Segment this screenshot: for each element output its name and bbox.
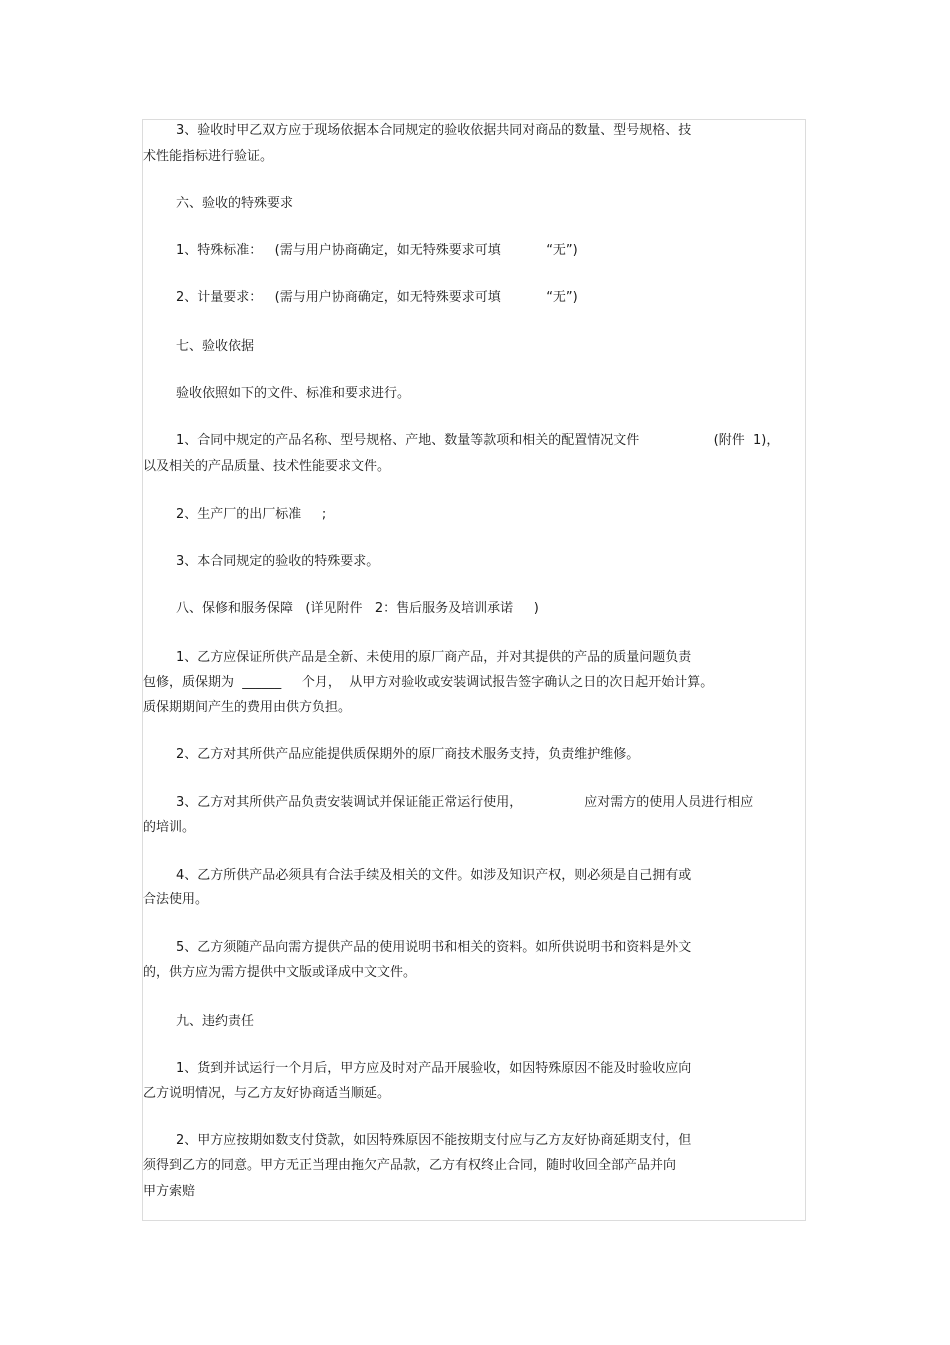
basis-item-1-line-2: 以及相关的产品质量、技术性能要求文件。 — [143, 459, 391, 474]
warranty-item-1-line-1: 1、乙方应保证所供产品是全新、未使用的原厂商产品，并对其提供的产品的质量问题负责 — [176, 650, 692, 665]
document-page — [142, 119, 806, 1221]
section-6-heading: 六、验收的特殊要求 — [176, 196, 294, 211]
warranty-item-1-line-2: 包修，质保期为 ______ 个月， 从甲方对验收或安装调试报告签字确认之日的次日起开始计算。 — [143, 675, 714, 690]
warranty-item-2: 2、乙方对其所供产品应能提供质保期外的原厂商技术服务支持，负责维护维修。 — [176, 747, 640, 762]
section-7-heading: 七、验收依据 — [176, 339, 255, 354]
basis-item-2: 2、生产厂的出厂标准 ; — [176, 507, 327, 522]
section-9-heading: 九、违约责任 — [176, 1014, 255, 1029]
liability-item-1-line-2: 乙方说明情况，与乙方友好协商适当顺延。 — [143, 1086, 391, 1101]
warranty-item-4-line-2: 合法使用。 — [143, 892, 209, 907]
section-8-heading: 八、保修和服务保障 (详见附件 2：售后服务及培训承诺 ) — [176, 601, 539, 616]
acceptance-clause-3-line-2: 术性能指标进行验证。 — [143, 149, 274, 164]
warranty-item-1-line-3: 质保期期间产生的费用由供方负担。 — [143, 700, 352, 715]
liability-item-2-line-3: 甲方索赔 — [143, 1184, 196, 1199]
basis-item-1-line-1: 1、合同中规定的产品名称、型号规格、产地、数量等款项和相关的配置情况文件 (附件 1)， — [176, 433, 780, 448]
warranty-item-3-line-1: 3、乙方对其所供产品负责安装调试并保证能正常运行使用， 应对需方的使用人员进行相应 — [176, 795, 754, 810]
measurement-requirement-line: 2、计量要求： (需与用户协商确定，如无特殊要求可填 “无”) — [176, 290, 578, 305]
liability-item-2-line-2: 须得到乙方的同意。甲方无正当理由拖欠产品款，乙方有权终止合同，随时收回全部产品并向 — [143, 1158, 677, 1173]
acceptance-clause-3-line-1: 3、验收时甲乙双方应于现场依据本合同规定的验收依据共同对商品的数量、型号规格、技 — [176, 123, 692, 138]
liability-item-1-line-1: 1、货到并试运行一个月后，甲方应及时对产品开展验收，如因特殊原因不能及时验收应向 — [176, 1061, 692, 1076]
liability-item-2-line-1: 2、甲方应按期如数支付贷款，如因特殊原因不能按期支付应与乙方友好协商延期支付，但 — [176, 1133, 692, 1148]
warranty-item-3-line-2: 的培训。 — [143, 820, 196, 835]
section-7-intro: 验收依照如下的文件、标准和要求进行。 — [176, 386, 411, 401]
special-standard-line: 1、特殊标准： (需与用户协商确定，如无特殊要求可填 “无”) — [176, 243, 578, 258]
warranty-item-4-line-1: 4、乙方所供产品必须具有合法手续及相关的文件。如涉及知识产权，则必须是自己拥有或 — [176, 868, 692, 883]
basis-item-3: 3、本合同规定的验收的特殊要求。 — [176, 554, 380, 569]
warranty-item-5-line-1: 5、乙方须随产品向需方提供产品的使用说明书和相关的资料。如所供说明书和资料是外文 — [176, 940, 692, 955]
warranty-item-5-line-2: 的，供方应为需方提供中文版或译成中文文件。 — [143, 965, 417, 980]
